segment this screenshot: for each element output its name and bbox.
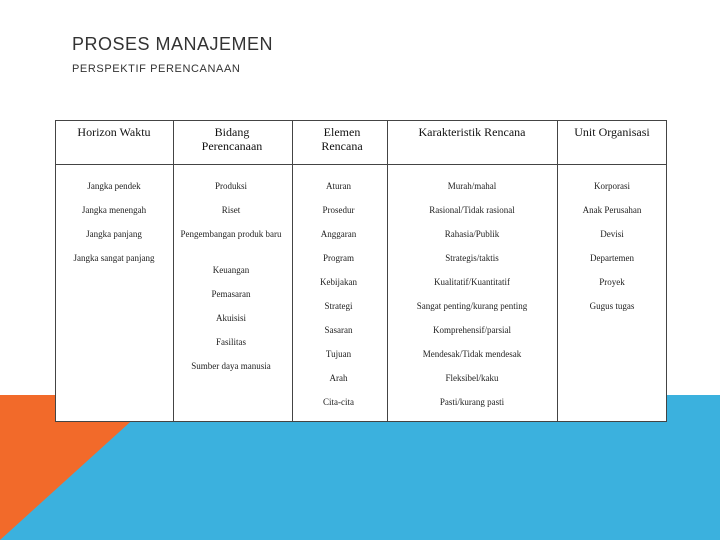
elemen-cell: Program [323, 253, 354, 263]
elemen-cell: Aturan [326, 181, 351, 191]
bidang-cell: Sumber daya manusia [191, 361, 271, 371]
karakteristik-cell: Rasional/Tidak rasional [429, 205, 515, 215]
elemen-cell: Anggaran [320, 229, 357, 239]
slide-subtitle: PERSPEKTIF PERENCANAAN [72, 63, 241, 75]
elemen-cell: Kebijakan [320, 277, 357, 287]
karakteristik-cell: Strategis/taktis [445, 253, 499, 263]
horizon-cell: Jangka pendek [87, 181, 141, 191]
karakteristik-cell: Sangat penting/kurang penting [416, 301, 528, 311]
bidang-cell: Pengembangan produk baru [180, 229, 282, 239]
header-bidang-perencanaan: Bidang Perencanaan [201, 125, 263, 153]
header-divider [56, 164, 666, 165]
unit-cell: Devisi [600, 229, 624, 239]
bidang-cell: Akuisisi [215, 313, 246, 323]
karakteristik-cell: Komprehensif/parsial [433, 325, 511, 335]
bidang-cell: Produksi [214, 181, 247, 191]
karakteristik-cell: Murah/mahal [447, 181, 497, 191]
bidang-cell: Riset [221, 205, 241, 215]
column-divider [557, 121, 558, 421]
unit-cell: Korporasi [594, 181, 630, 191]
horizon-cell: Jangka sangat panjang [73, 253, 155, 263]
bidang-cell: Pemasaran [211, 289, 251, 299]
karakteristik-cell: Rahasia/Publik [444, 229, 500, 239]
bidang-cell: Fasilitas [215, 337, 246, 347]
header-horizon-waktu: Horizon Waktu [77, 125, 151, 139]
header-karakteristik-rencana: Karakteristik Rencana [418, 125, 526, 139]
unit-cell: Gugus tugas [589, 301, 635, 311]
unit-cell: Departemen [590, 253, 634, 263]
unit-cell: Anak Perusahan [582, 205, 642, 215]
unit-cell: Proyek [599, 277, 625, 287]
karakteristik-cell: Mendesak/Tidak mendesak [422, 349, 522, 359]
horizon-cell: Jangka panjang [86, 229, 142, 239]
elemen-cell: Sasaran [324, 325, 353, 335]
karakteristik-cell: Pasti/kurang pasti [439, 397, 505, 407]
elemen-cell: Tujuan [325, 349, 352, 359]
elemen-cell: Prosedur [322, 205, 355, 215]
karakteristik-cell: Fleksibel/kaku [445, 373, 499, 383]
header-elemen-rencana: Elemen Rencana [321, 125, 363, 153]
elemen-cell: Cita-cita [323, 397, 354, 407]
elemen-cell: Arah [329, 373, 348, 383]
bidang-cell: Keuangan [212, 265, 250, 275]
horizon-cell: Jangka menengah [81, 205, 147, 215]
slide-title: PROSES MANAJEMEN [72, 34, 274, 54]
karakteristik-cell: Kualitatif/Kuantitatif [434, 277, 510, 287]
header-unit-organisasi: Unit Organisasi [574, 125, 650, 139]
elemen-cell: Strategi [324, 301, 353, 311]
